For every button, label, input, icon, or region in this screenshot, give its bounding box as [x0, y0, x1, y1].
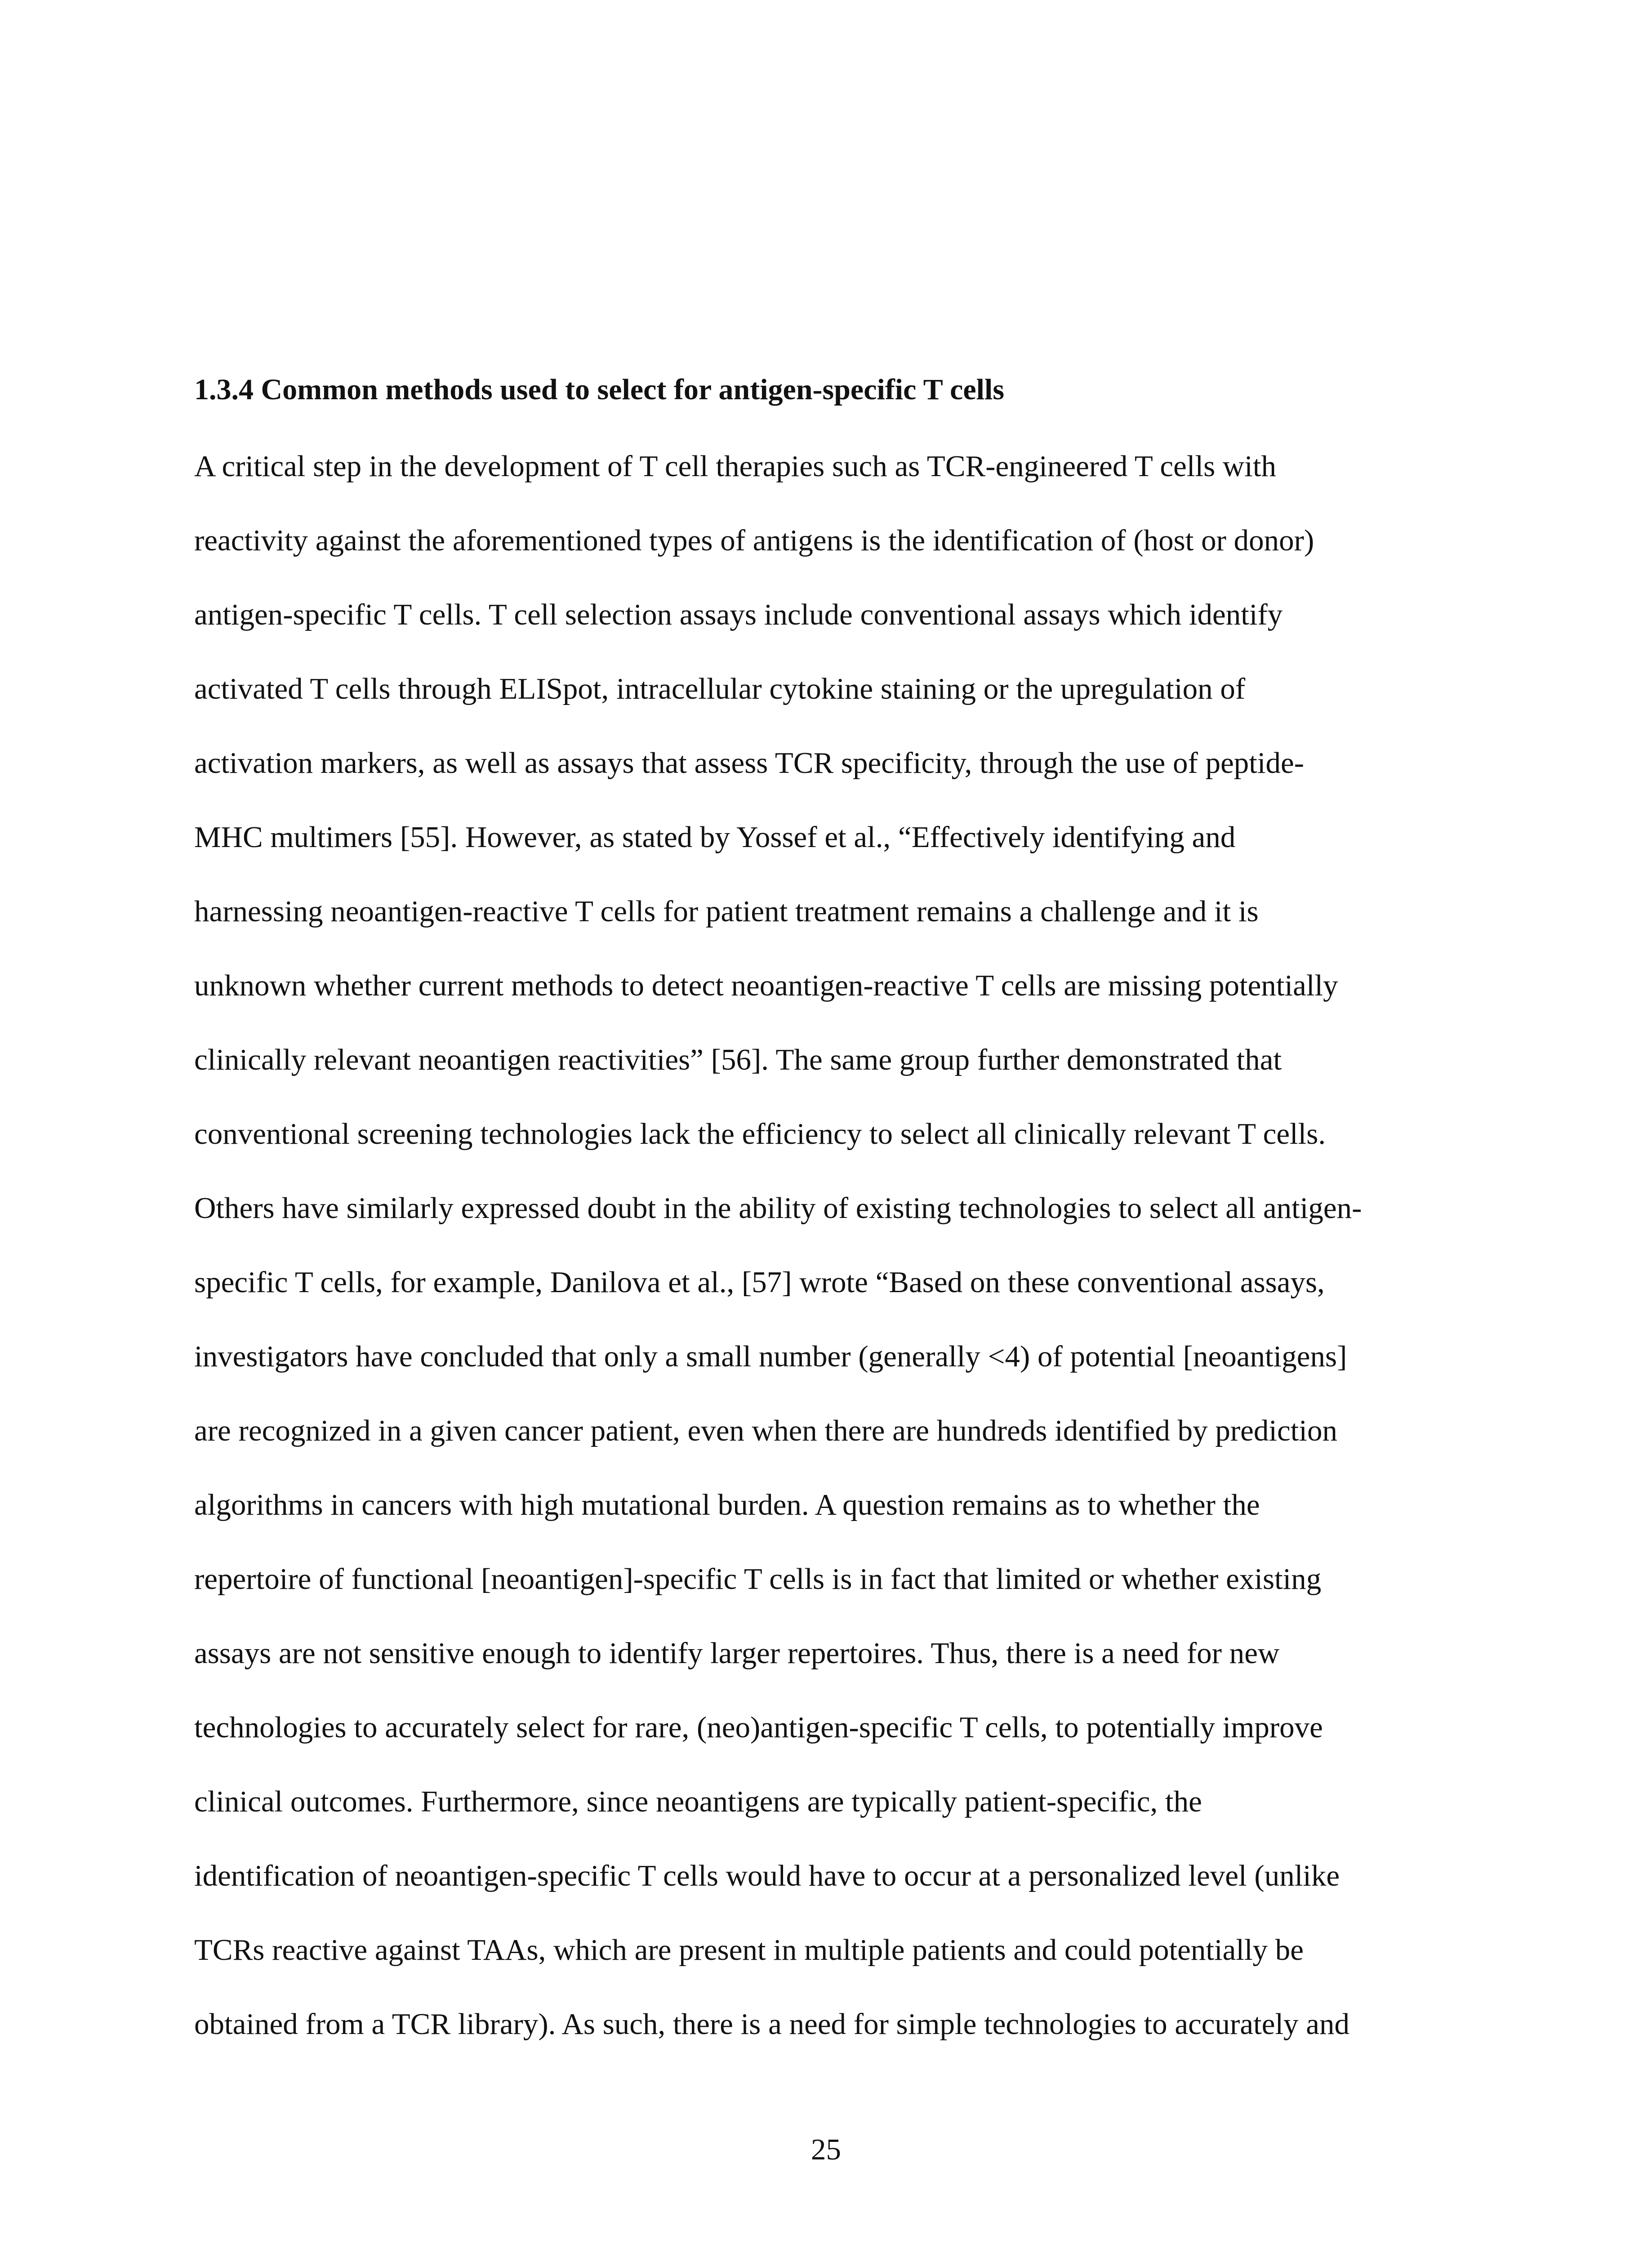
text-line: conventional screening technologies lack the efficiency to select all clinically relevant T cells. — [194, 1117, 1326, 1151]
text-line: antigen-specific T cells. T cell selection assays include conventional assays which identify — [194, 598, 1283, 631]
text-line: technologies to accurately select for rare, (neo)antigen-specific T cells, to potentially improve — [194, 1711, 1323, 1744]
section-heading: 1.3.4 Common methods used to select for antigen-specific T cells — [194, 373, 1005, 406]
text-line: clinical outcomes. Furthermore, since neoantigens are typically patient-specific, the — [194, 1785, 1202, 1818]
text-line: activation markers, as well as assays that assess TCR specificity, through the use of peptide- — [194, 746, 1305, 780]
text-line: obtained from a TCR library). As such, there is a need for simple technologies to accurately and — [194, 2007, 1350, 2041]
text-line: activated T cells through ELISpot, intracellular cytokine staining or the upregulation of — [194, 672, 1246, 705]
text-line: algorithms in cancers with high mutational burden. A question remains as to whether the — [194, 1488, 1260, 1521]
text-line: assays are not sensitive enough to identify larger repertoires. Thus, there is a need for new — [194, 1637, 1280, 1670]
text-line: specific T cells, for example, Danilova et al., [57] wrote “Based on these conventional assays, — [194, 1266, 1325, 1299]
text-line: clinically relevant neoantigen reactivities” [56]. The same group further demonstrated that — [194, 1043, 1282, 1076]
text-line: A critical step in the development of T cell therapies such as TCR-engineered T cells with — [194, 450, 1277, 483]
text-line: reactivity against the aforementioned types of antigens is the identification of (host or donor) — [194, 524, 1314, 557]
text-line: unknown whether current methods to detect neoantigen-reactive T cells are missing potentially — [194, 969, 1338, 1002]
text-line: TCRs reactive against TAAs, which are present in multiple patients and could potentially be — [194, 1933, 1304, 1967]
text-line: harnessing neoantigen-reactive T cells for patient treatment remains a challenge and it is — [194, 895, 1259, 928]
text-line: are recognized in a given cancer patient, even when there are hundreds identified by prediction — [194, 1414, 1337, 1447]
text-line: MHC multimers [55]. However, as stated by Yossef et al., “Effectively identifying and — [194, 821, 1236, 854]
text-line: Others have similarly expressed doubt in the ability of existing technologies to select all antigen- — [194, 1191, 1362, 1225]
body-paragraph — [194, 446, 1457, 2078]
text-line: repertoire of functional [neoantigen]-specific T cells is in fact that limited or whether existing — [194, 1562, 1322, 1596]
text-line: investigators have concluded that only a small number (generally <4) of potential [neoantigens] — [194, 1340, 1347, 1373]
text-line: identification of neoantigen-specific T cells would have to occur at a personalized level (unlike — [194, 1859, 1340, 1892]
page-number: 25 — [811, 2133, 841, 2166]
